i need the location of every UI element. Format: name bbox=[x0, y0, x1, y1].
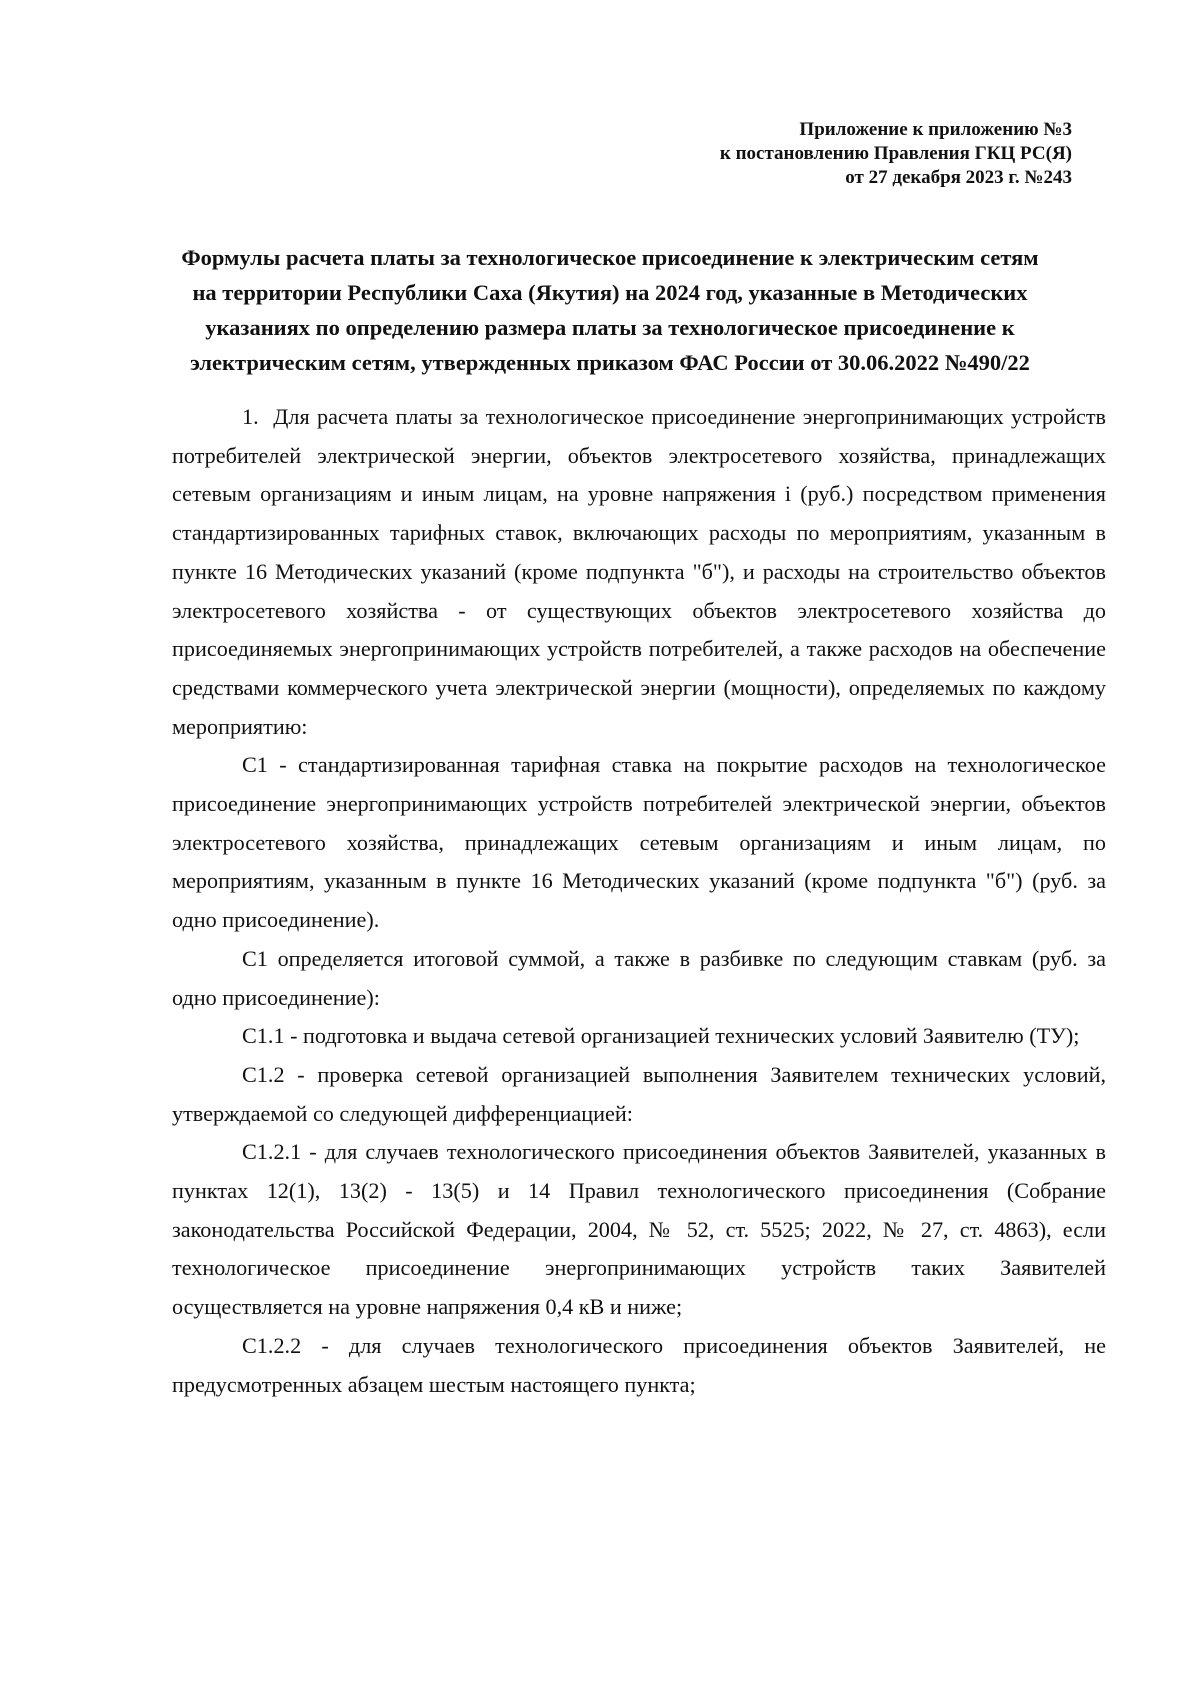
document-title-line-1: Формулы расчета платы за технологическое присоединение к электрическим сетям bbox=[181, 245, 1039, 270]
document-title-line-3: указаниях по определению размера платы за технологическое присоединение к bbox=[205, 315, 1015, 340]
paragraph-c1-1: С1.1 - подготовка и выдача сетевой организацией технических условий Заявителю (ТУ); bbox=[242, 1023, 1080, 1049]
document-body bbox=[172, 398, 1106, 1404]
paragraph-c1-2: С1.2 - проверка сетевой организацией выполнения Заявителем технических условий, утверждаемой со следующей дифференциацией: bbox=[172, 1061, 1106, 1126]
appendix-header-line-2: к постановлению Правления ГКЦ РС(Я) bbox=[719, 143, 1072, 164]
paragraph-c1-2-2: С1.2.2 - для случаев технологического присоединения объектов Заявителей, не предусмотренных абзацем шестым настоящего пункта; bbox=[172, 1332, 1106, 1397]
document-title bbox=[160, 240, 1060, 380]
appendix-header-line-1: Приложение к приложению №3 bbox=[799, 119, 1072, 140]
document-title-line-2: на территории Республики Саха (Якутия) на 2024 год, указанные в Методических bbox=[192, 280, 1028, 305]
paragraph-c1-2-1: С1.2.1 - для случаев технологического присоединения объектов Заявителей, указанных в пунктах 12(1), 13(2) - 13(5) и 14 Правил технологического присоединения (Собрание законодательства Российской Федерации, 2004, № 52, ст. 5525; 2022, № 27, ст. 4863), если технологическое присоединение энергопринимающих устройств таких Заявителей осуществляется на уровне напряжения 0,4 кВ и ниже; bbox=[172, 1139, 1106, 1320]
paragraph-c1-breakdown: С1 определяется итоговой суммой, а также в разбивке по следующим ставкам (руб. за одно присоединение): bbox=[172, 945, 1106, 1010]
appendix-header-line-3: от 27 декабря 2023 г. №243 bbox=[845, 167, 1072, 188]
document-title-line-4: электрическим сетям, утвержденных приказом ФАС России от 30.06.2022 №490/22 bbox=[190, 350, 1030, 375]
paragraph-1-calculation-basis: 1. Для расчета платы за технологическое присоединение энергопринимающих устройств потребителей электрической энергии, объектов электросетевого хозяйства, принадлежащих сетевым организациям и иным лицам, на уровне напряжения i (руб.) посредством применения стандартизированных тарифных ставок, включающих расходы по мероприятиям, указанным в пункте 16 Методических указаний (кроме подпункта "б"), и расходы на строительство объектов электросетевого хозяйства - от существующих объектов электросетевого хозяйства до присоединяемых энергопринимающих устройств потребителей, а также расходов на обеспечение средствами коммерческого учета электрической энергии (мощности), определяемых по каждому мероприятию: bbox=[172, 404, 1106, 739]
paragraph-c1-definition: С1 - стандартизированная тарифная ставка на покрытие расходов на технологическое присоединение энергопринимающих устройств потребителей электрической энергии, объектов электросетевого хозяйства, принадлежащих сетевым организациям и иным лицам, по мероприятиям, указанным в пункте 16 Методических указаний (кроме подпункта "б") (руб. за одно присоединение). bbox=[172, 752, 1106, 933]
appendix-header bbox=[720, 118, 1072, 190]
